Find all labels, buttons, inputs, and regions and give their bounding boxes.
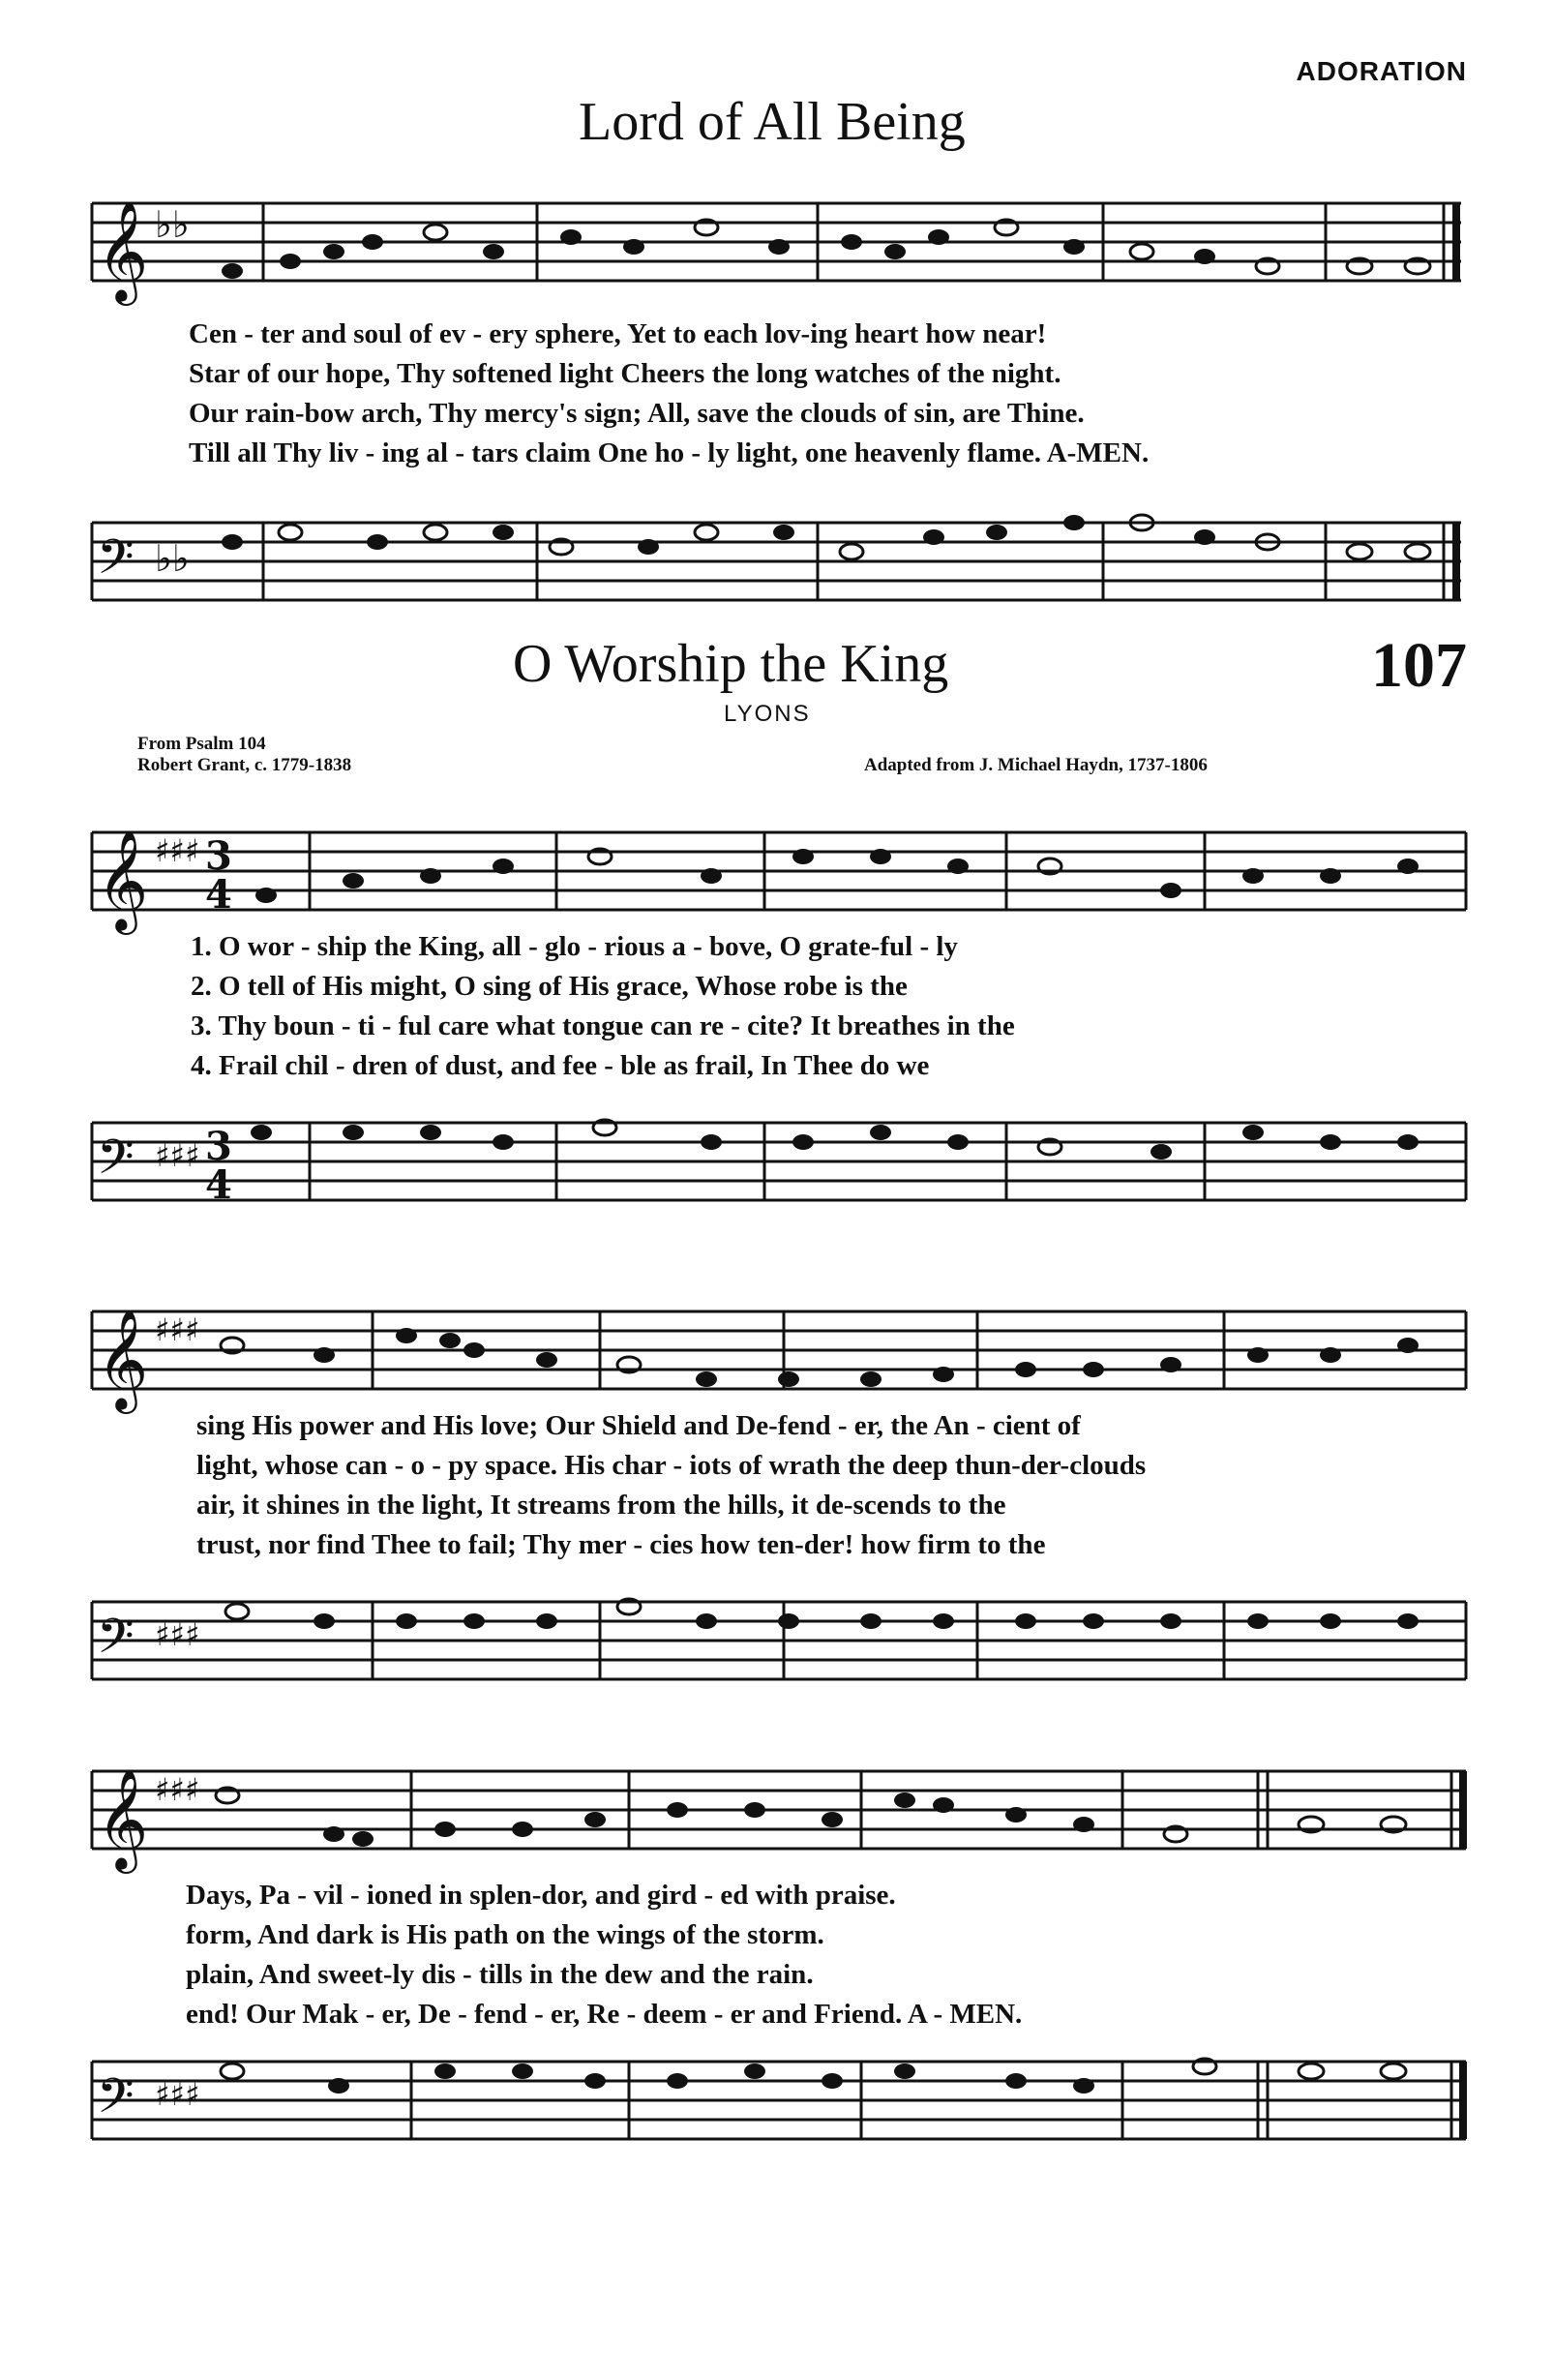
- system-1-lyrics: [191, 927, 1015, 1086]
- verse-line: Days, Pa - vil - ioned in splen-dor, and gird - ed with praise.: [186, 1880, 896, 1911]
- hymn-title-main: O Worship the King: [513, 634, 949, 694]
- svg-text:𝄢: 𝄢: [97, 1130, 134, 1197]
- svg-text:𝄞: 𝄞: [97, 200, 149, 302]
- svg-text:𝄞: 𝄞: [97, 1768, 149, 1870]
- svg-text:𝄞: 𝄞: [97, 829, 149, 931]
- bass-staff-system-1: [0, 1103, 1554, 1229]
- verse-line: sing His power and His love; Our Shield and De-fend - er, the An - cient of: [196, 1410, 1081, 1441]
- svg-text:♯♯♯: ♯♯♯: [155, 1771, 200, 1808]
- verse-line: 3. Thy boun - ti - ful care what tongue can re - cite? It breathes in the: [191, 1010, 1015, 1041]
- hymn-title-top: Lord of All Being: [579, 92, 966, 152]
- svg-text:♯♯♯: ♯♯♯: [155, 832, 200, 869]
- svg-text:♭♭: ♭♭: [155, 537, 190, 580]
- hymn-number: 107: [1371, 630, 1467, 701]
- system-2-lyrics: [196, 1406, 1146, 1565]
- verse-line: end! Our Mak - er, De - fend - er, Re - deem - er and Friend. A - MEN.: [186, 1999, 1023, 2030]
- verse-line: Till all Thy liv - ing al - tars claim One ho - ly light, one heavenly flame. A-MEN.: [189, 437, 1150, 468]
- treble-staff-system-3: [0, 1752, 1554, 1887]
- svg-text:♯♯♯: ♯♯♯: [155, 1616, 200, 1653]
- verse-line: 4. Frail chil - dren of dust, and fee - ble as frail, In Thee do we: [191, 1050, 930, 1081]
- svg-text:𝄢: 𝄢: [97, 1609, 134, 1676]
- svg-text:4: 4: [205, 1162, 232, 1208]
- verse-line: form, And dark is His path on the wings of the storm.: [186, 1919, 824, 1950]
- author-credit: Robert Grant, c. 1779-1838: [137, 755, 352, 775]
- bass-staff-system-2: [0, 1582, 1554, 1708]
- svg-text:♯♯♯: ♯♯♯: [155, 1311, 200, 1348]
- system-3-lyrics: [186, 1876, 1022, 2034]
- svg-text:♯♯♯: ♯♯♯: [155, 2076, 200, 2113]
- verse-line: plain, And sweet-ly dis - tills in the dew and the rain.: [186, 1959, 814, 1990]
- svg-text:3: 3: [205, 833, 232, 879]
- verse-line: Star of our hope, Thy softened light Cheers the long watches of the night.: [189, 358, 1061, 389]
- svg-text:♭♭: ♭♭: [155, 203, 190, 246]
- tune-name: LYONS: [724, 701, 811, 727]
- composer-credit: Adapted from J. Michael Haydn, 1737-1806: [864, 755, 1208, 775]
- verse-line: Cen - ter and soul of ev - ery sphere, Yet to each lov-ing heart how near!: [189, 318, 1047, 349]
- verse-line: air, it shines in the light, It streams from the hills, it de-scends to the: [196, 1490, 1006, 1521]
- verse-line: 2. O tell of His might, O sing of His grace, Whose robe is the: [191, 971, 908, 1002]
- svg-text:𝄢: 𝄢: [97, 529, 134, 597]
- svg-text:𝄞: 𝄞: [97, 1309, 149, 1410]
- bass-staff-system-3: [0, 2042, 1554, 2187]
- svg-text:3: 3: [205, 1124, 232, 1169]
- text-source: From Psalm 104: [137, 734, 266, 754]
- verse-line: 1. O wor - ship the King, all - glo - rious a - bove, O grate-ful - ly: [191, 931, 958, 962]
- hymn-top-verses: [189, 315, 1149, 473]
- section-label: ADORATION: [1296, 56, 1467, 86]
- svg-text:4: 4: [205, 872, 232, 918]
- treble-staff-top: [0, 184, 1554, 329]
- verse-line: light, whose can - o - py space. His char - iots of wrath the deep thun-der-clouds: [196, 1450, 1147, 1481]
- svg-text:𝄢: 𝄢: [97, 2068, 134, 2136]
- svg-text:♯♯♯: ♯♯♯: [155, 1137, 200, 1174]
- verse-line: Our rain-bow arch, Thy mercy's sign; All, save the clouds of sin, are Thine.: [189, 398, 1085, 429]
- verse-line: trust, nor find Thee to fail; Thy mer - cies how ten-der! how firm to the: [196, 1529, 1046, 1560]
- bass-staff-top: [0, 494, 1554, 639]
